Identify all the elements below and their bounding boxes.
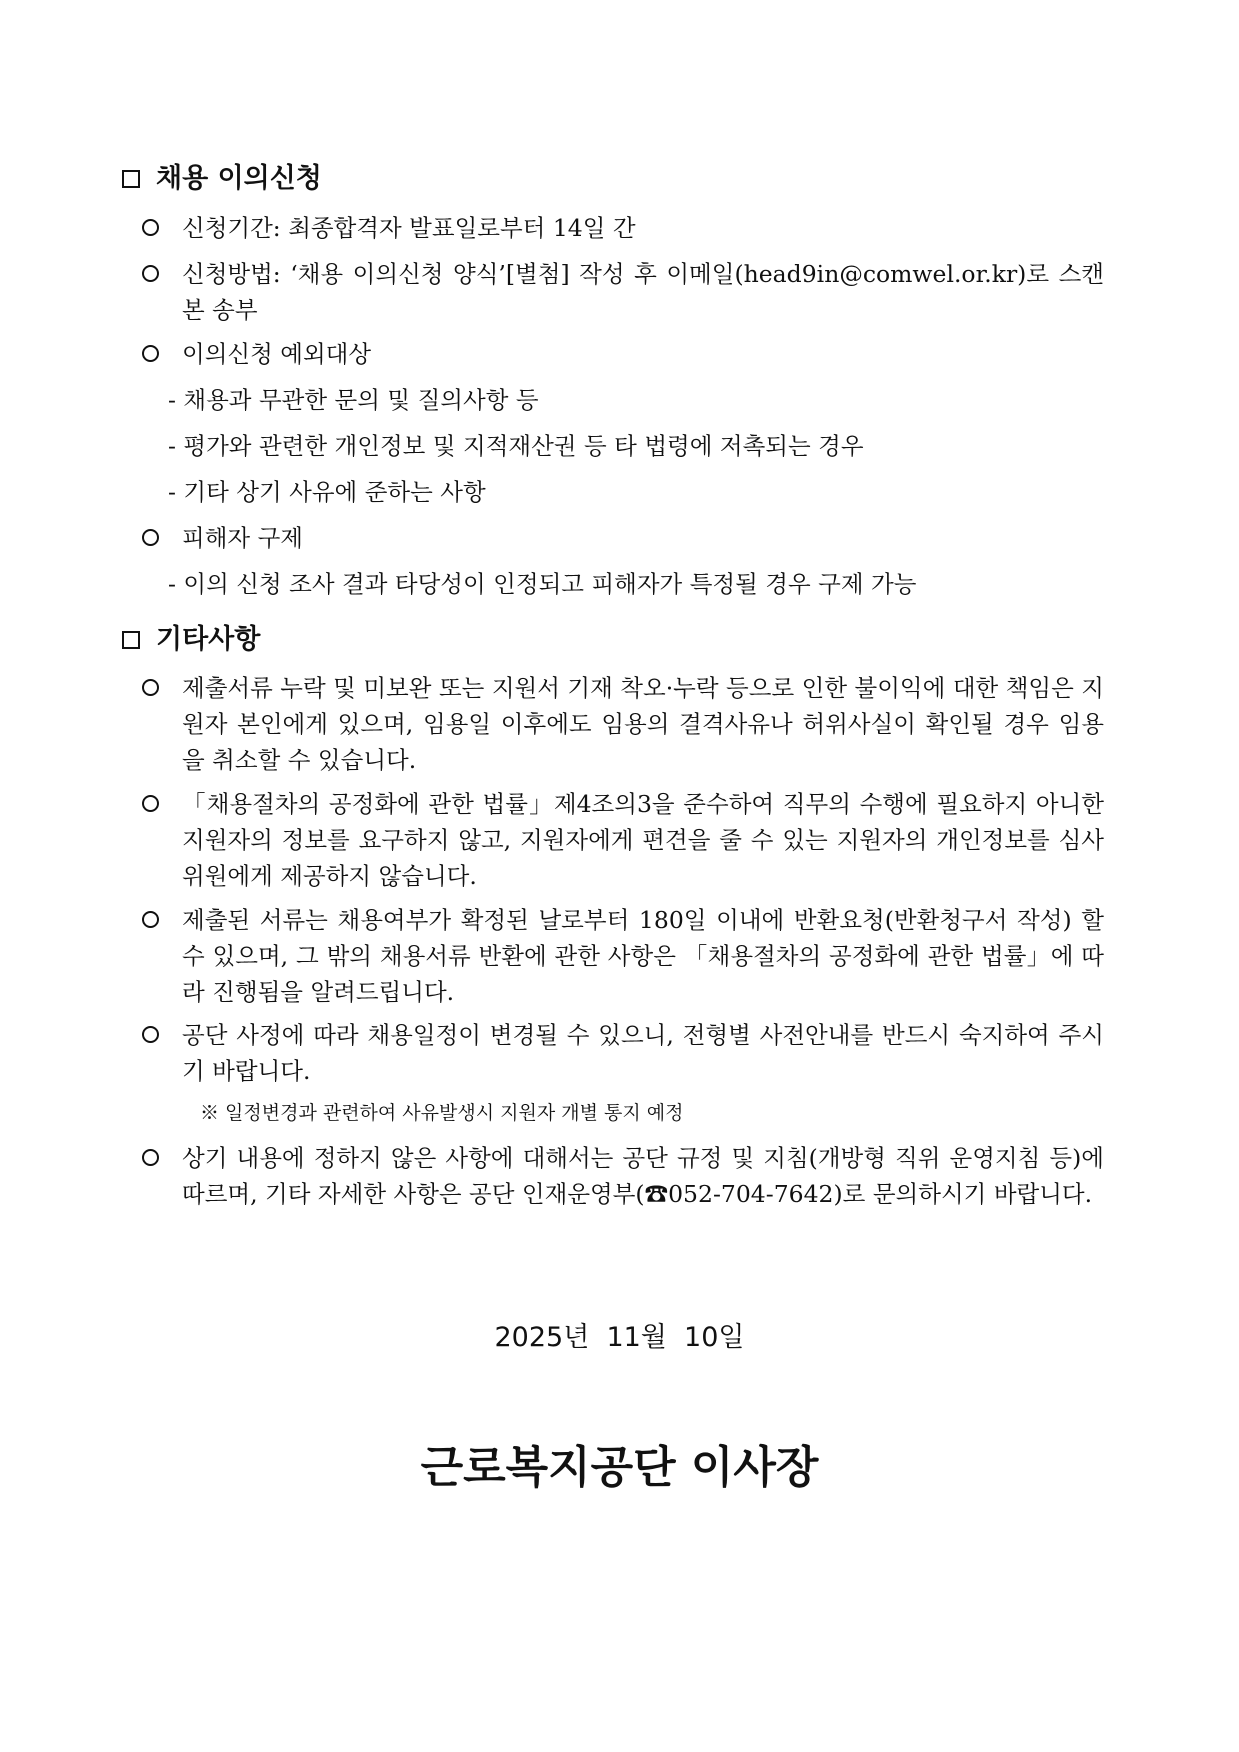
item-text: 피해자 구제 [182,524,303,552]
sub-item: - 채용과 무관한 문의 및 질의사항 등 [168,386,539,414]
list-item [142,902,1104,1010]
square-bullet-icon [122,170,140,188]
item-text: 신청방법: ‘채용 이의신청 양식’[별첨] 작성 후 이메일(head9in@comwel.or.kr)로 스캔본 송부 [182,260,1104,324]
list-item [142,336,1104,372]
item-text: 제출서류 누락 및 미보완 또는 지원서 기재 착오·누락 등으로 인한 불이익에 대한 책임은 지원자 본인에게 있으며, 임용일 이후에도 임용의 결격사유나 허위사실이 확인될 경우 임용을 취소할 수 있습니다. [182,674,1104,774]
schedule-note: ※ 일정변경과 관련하여 사유발생시 지원자 개별 통지 예정 [200,1102,684,1124]
section-title-other [122,623,260,657]
sub-item: - 이의 신청 조사 결과 타당성이 인정되고 피해자가 특정될 경우 구제 가능 [168,570,917,598]
item-text: 제출된 서류는 채용여부가 확정된 날로부터 180일 이내에 반환요청(반환청구서 작성) 할 수 있으며, 그 밖의 채용서류 반환에 관한 사항은 「채용절차의 공정화에 관한 법률」에 따라 진행됨을 알려드립니다. [182,906,1104,1006]
square-bullet-icon [122,631,140,649]
list-item [142,520,1104,556]
circle-bullet-icon [142,265,159,282]
list-item [142,256,1104,328]
circle-bullet-icon [142,911,159,928]
issuer-name: 근로복지공단 이사장 [420,1442,819,1493]
list-item [142,210,1104,246]
sub-item: - 기타 상기 사유에 준하는 사항 [168,478,486,506]
circle-bullet-icon [142,795,159,812]
list-item [142,1140,1104,1212]
circle-bullet-icon [142,529,159,546]
circle-bullet-icon [142,679,159,696]
item-text: 이의신청 예외대상 [182,340,372,368]
section-title-objection [122,162,322,196]
item-text: 「채용절차의 공정화에 관한 법률」제4조의3을 준수하여 직무의 수행에 필요하지 아니한 지원자의 정보를 요구하지 않고, 지원자에게 편견을 줄 수 있는 지원자의 개인정보를 심사위원에게 제공하지 않습니다. [182,790,1104,890]
section-title-text: 기타사항 [156,624,261,655]
circle-bullet-icon [142,219,159,236]
list-item [142,786,1104,894]
circle-bullet-icon [142,1026,159,1043]
sub-item: - 평가와 관련한 개인정보 및 지적재산권 등 타 법령에 저촉되는 경우 [168,432,864,460]
circle-bullet-icon [142,1149,159,1166]
circle-bullet-icon [142,345,159,362]
list-item [142,670,1104,778]
section-title-text: 채용 이의신청 [156,163,322,194]
item-text: 상기 내용에 정하지 않은 사항에 대해서는 공단 규정 및 지침(개방형 직위 운영지침 등)에 따르며, 기타 자세한 사항은 공단 인재운영부(☎052-704-7642)로 문의하시기 바랍니다. [182,1144,1104,1208]
item-text: 신청기간: 최종합격자 발표일로부터 14일 간 [182,214,636,242]
list-item [142,1017,1104,1089]
item-text: 공단 사정에 따라 채용일정이 변경될 수 있으니, 전형별 사전안내를 반드시 숙지하여 주시기 바랍니다. [182,1021,1104,1085]
issue-date: 2025년 11월 10일 [494,1322,745,1353]
